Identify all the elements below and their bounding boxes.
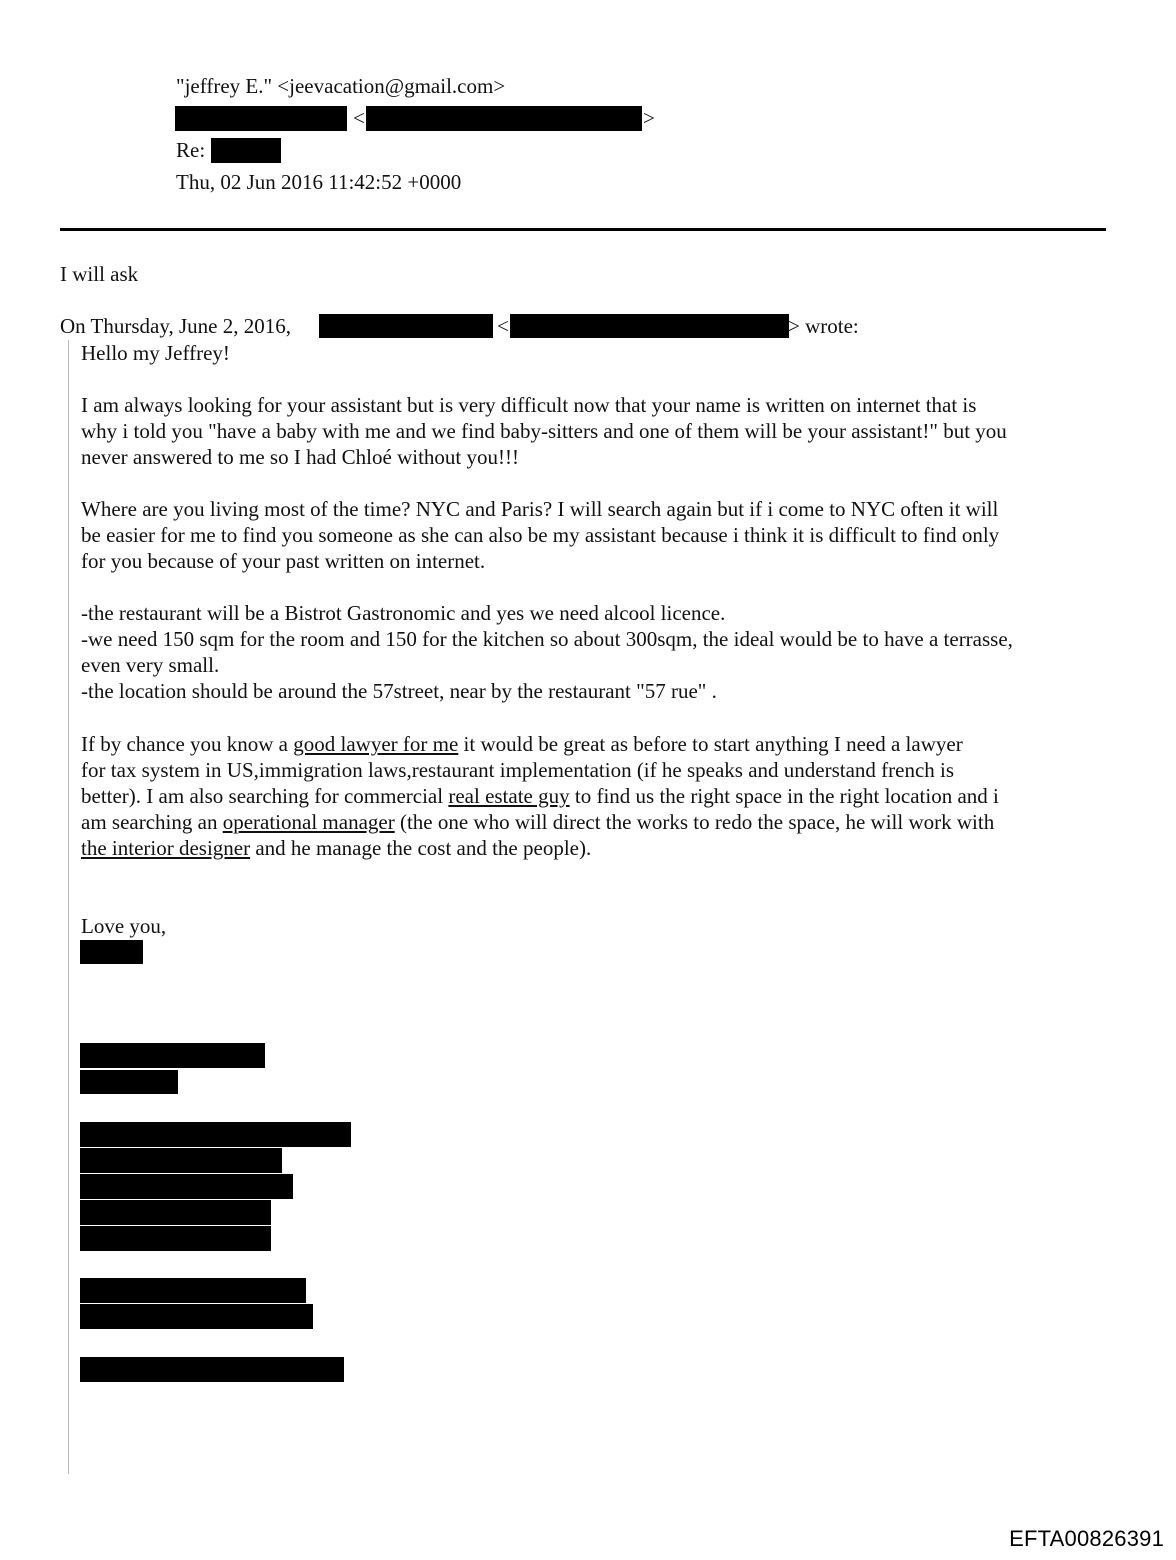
subject-row (0, 135, 900, 165)
text-span: (the one who will direct the works to redo the space, he will work with (394, 810, 995, 834)
to-row (0, 103, 900, 133)
redaction-to-name (175, 106, 347, 131)
to-lt: < (353, 106, 365, 130)
date-row (0, 167, 900, 197)
link-real-estate-guy[interactable]: real estate guy (448, 784, 570, 808)
redaction-sender-name (319, 314, 493, 338)
paragraph-4-line-4 (81, 809, 994, 835)
quoted-greeting: Hello my Jeffrey! (81, 341, 230, 365)
text-span: and he manage the cost and the people). (250, 836, 592, 860)
paragraph-4-line-3 (81, 783, 999, 809)
header-divider (60, 228, 1106, 231)
attribution-lt: < (497, 314, 509, 338)
redaction-subject (211, 138, 281, 163)
link-operational-manager[interactable]: operational manager (222, 810, 395, 834)
paragraph-4-line-1 (81, 731, 963, 757)
text-span: If by chance you know a (81, 732, 294, 756)
redaction-signature-name (80, 940, 143, 964)
quote-bar (68, 340, 69, 1474)
paragraph-2-line-1: Where are you living most of the time? NYC and Paris? I will search again but if i come to NYC often it will (81, 497, 999, 521)
paragraph-2-line-2: be easier for me to find you someone as she can also be my assistant because i think it is difficult to find only (81, 523, 1000, 547)
redaction-sender-email (510, 314, 789, 338)
paragraph-4-line-5 (81, 835, 591, 861)
subject-value: Re: (176, 138, 206, 162)
text-span: am searching an (81, 810, 223, 834)
paragraph-3-line-1: -the restaurant will be a Bistrot Gastronomic and yes we need alcool licence. (81, 601, 726, 625)
paragraph-2-line-3: for you because of your past written on internet. (81, 549, 486, 573)
link-good-lawyer[interactable]: good lawyer for me (293, 732, 459, 756)
redaction-signature-7 (80, 1226, 271, 1251)
redaction-signature-5 (80, 1174, 293, 1199)
redaction-signature-4 (80, 1148, 282, 1173)
redaction-signature-3 (80, 1122, 351, 1147)
text-span: it would be great as before to start anything I need a lawyer (458, 732, 963, 756)
link-interior-designer[interactable]: the interior designer (81, 836, 251, 860)
text-span: better). I am also searching for commercial (81, 784, 449, 808)
reply-text: I will ask (60, 262, 139, 286)
redaction-signature-8 (80, 1278, 306, 1303)
from-value: "jeffrey E." <jeevacation@gmail.com> (176, 74, 506, 98)
attribution-line (60, 313, 960, 339)
date-value: Thu, 02 Jun 2016 11:42:52 +0000 (176, 170, 462, 194)
from-row (0, 71, 900, 101)
redaction-signature-2 (80, 1070, 178, 1094)
redaction-signature-9 (80, 1304, 313, 1329)
text-span: to find us the right space in the right location and i (569, 784, 999, 808)
paragraph-4-line-2: for tax system in US,immigration laws,restaurant implementation (if he speaks and understand french is (81, 758, 955, 782)
paragraph-3-line-2: -we need 150 sqm for the room and 150 for the kitchen so about 300sqm, the ideal would be to have a terrasse, (81, 627, 1013, 651)
attribution-prefix: On Thursday, June 2, 2016, (60, 314, 291, 338)
bates-number: EFTA00826391 (1009, 1526, 1164, 1551)
redaction-signature-10 (80, 1357, 344, 1382)
attribution-suffix: > wrote: (788, 314, 859, 338)
to-gt: > (643, 106, 655, 130)
paragraph-1-line-2: why i told you "have a baby with me and we find baby-sitters and one of them will be your assistant!" but you (81, 419, 1007, 443)
closing: Love you, (81, 914, 167, 938)
redaction-signature-1 (80, 1043, 265, 1068)
paragraph-1-line-1: I am always looking for your assistant but is very difficult now that your name is written on internet that is (81, 393, 977, 417)
paragraph-3-line-4: -the location should be around the 57street, near by the restaurant "57 rue" . (81, 679, 717, 703)
paragraph-3-line-3: even very small. (81, 653, 220, 677)
paragraph-1-line-3: never answered to me so I had Chloé without you!!! (81, 445, 519, 469)
redaction-signature-6 (80, 1200, 271, 1225)
redaction-to-email (366, 106, 642, 131)
